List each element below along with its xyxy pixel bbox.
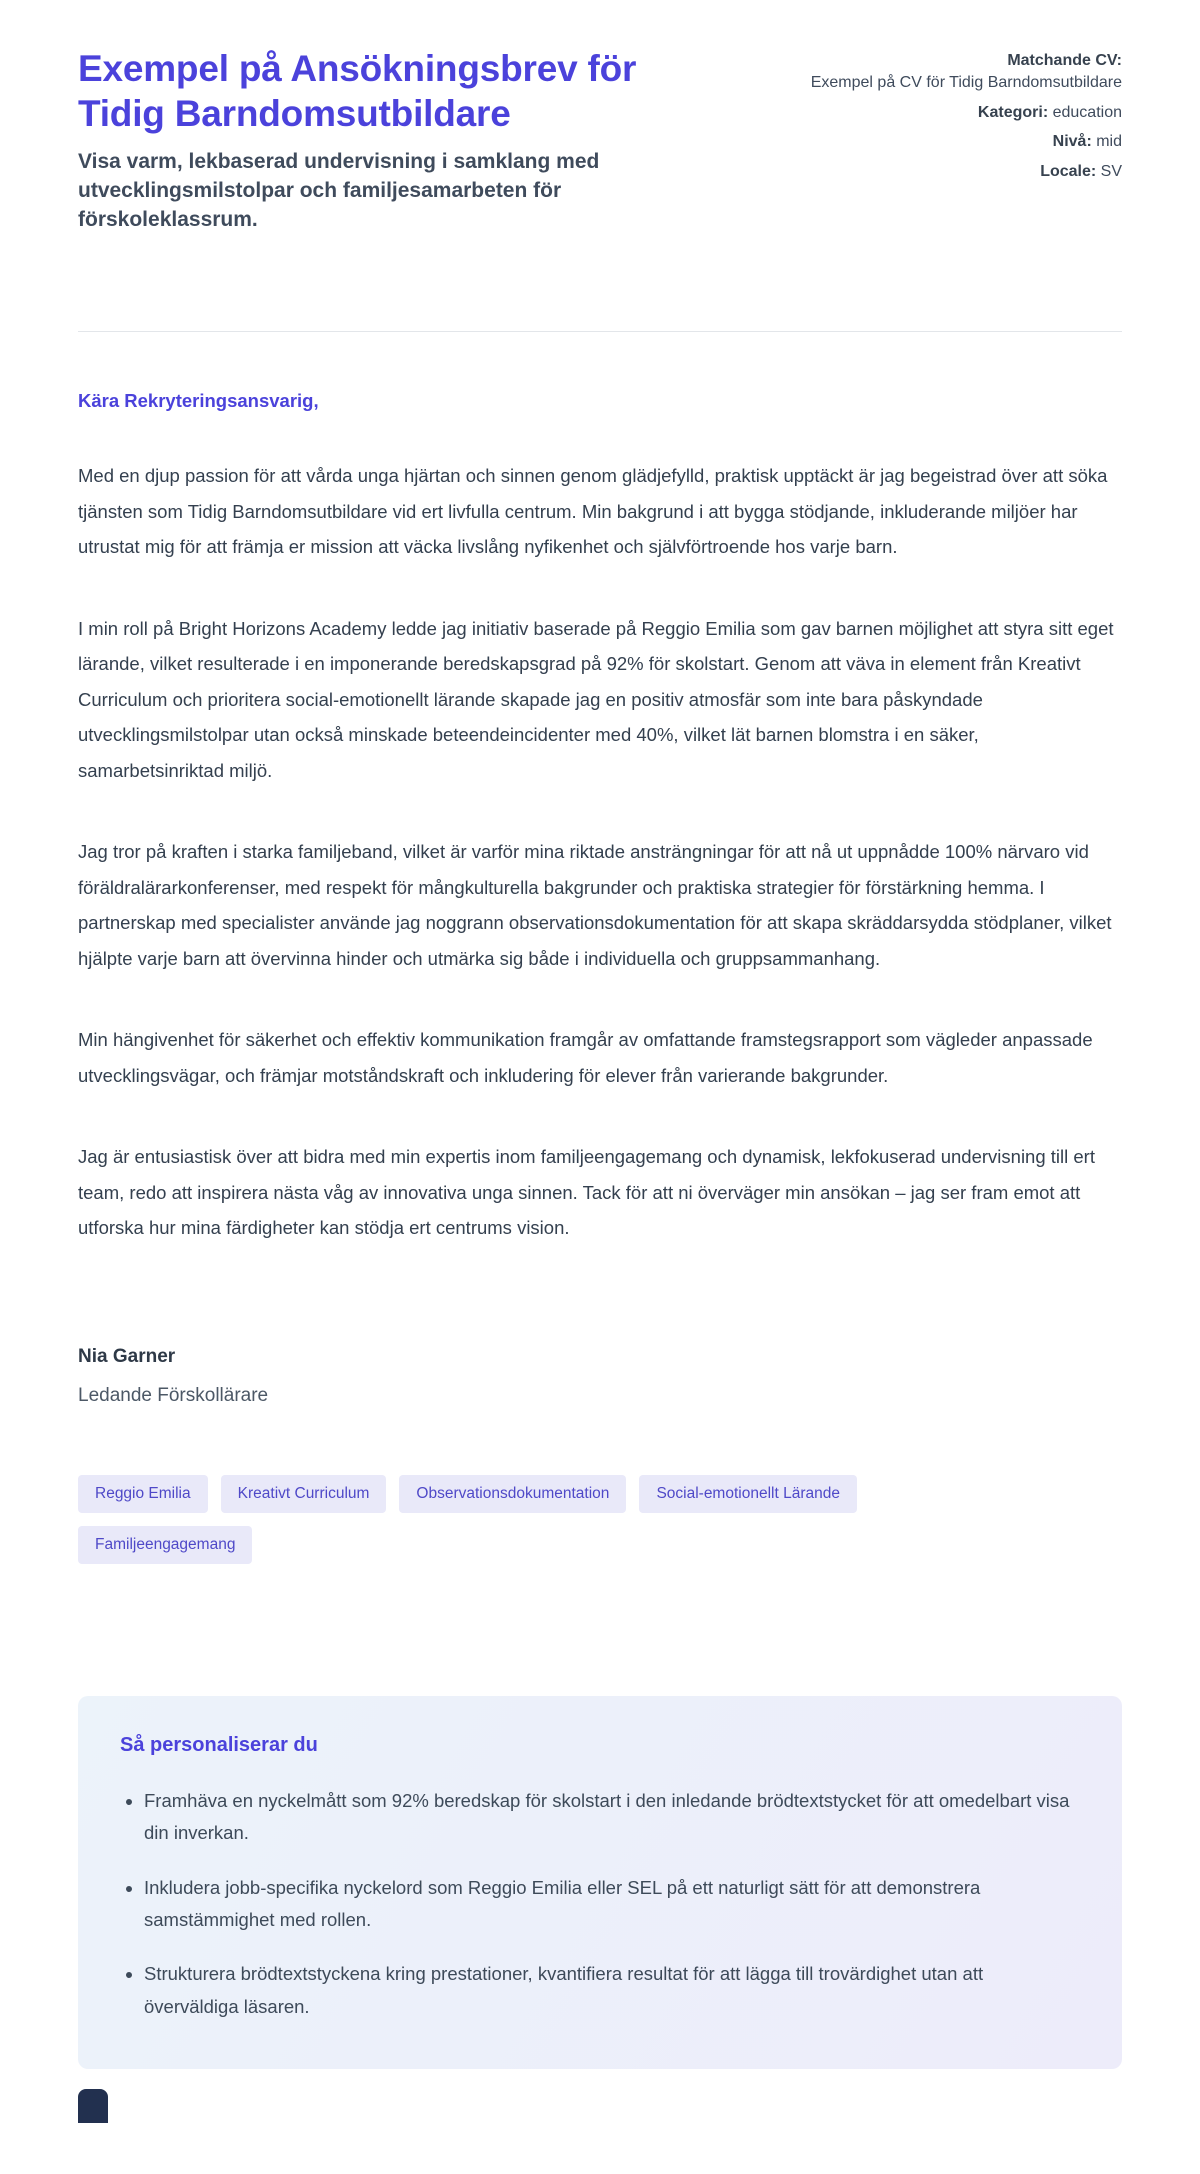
level-value: mid xyxy=(1096,133,1122,151)
letter-paragraph-3: Jag tror på kraften i starka familjeband, vilket är varför mina riktade ansträngningar för att nå ut uppnådde 100% närvaro vid föräldralärarkonferenser, med respekt för mångkulturella bakgrunder och praktiska strategier för förstärkning hemma. I partnerskap med specialister använde jag noggrann observationsdokumentation för att skapa skräddarsydda stödplaner, vilket hjälpte varje barn att övervinna hinder och utmärka sig både i individuella och gruppsammanhang. xyxy=(78,841,1112,969)
personalize-bullet-3: • Strukturera brödtextstyckena kring prestationer, kvantifiera resultat för att lägga till trovärdighet utan att överväldiga läsaren. xyxy=(144,1958,1080,2023)
letter-paragraph-4: Min hängivenhet för säkerhet och effektiv kommunikation framgår av omfattande framstegsrapport som vägleder anpassade utvecklingsvägar, och främjar motståndskraft och inkludering för elever från varierande bakgrunder. xyxy=(78,1029,1093,1086)
matching-cv-label: Matchande CV: xyxy=(1007,52,1122,69)
category-label: Kategori: xyxy=(977,103,1049,121)
header xyxy=(78,46,1122,235)
greeting: Kära Rekryteringsansvarig, xyxy=(78,390,319,412)
meta-level xyxy=(802,131,1122,153)
meta-category xyxy=(802,102,1122,124)
cover-letter-page xyxy=(78,0,1122,2174)
locale-value: SV xyxy=(1100,162,1122,180)
letter-paragraph-1: Med en djup passion för att vårda unga hjärtan och sinnen genom glädjefylld, praktisk upptäckt är jag begeistrad över att söka tjänsten som Tidig Barndomsutbildare vid ert livfulla centrum. Min bakgrund i att bygga stödjande, inkluderande miljöer har utrustat mig för att främja er mission att väcka livslång nyfikenhet och självförtroende hos varje barn. xyxy=(78,465,1108,558)
personalize-bullet-2: • Inkludera jobb-specifika nyckelord som Reggio Emilia eller SEL på ett naturligt sätt för att demonstrera samstämmighet med rollen. xyxy=(144,1872,1080,1937)
category-value: education xyxy=(1052,103,1122,121)
locale-label: Locale: xyxy=(1040,162,1097,180)
letter-paragraph-5: Jag är entusiastisk över att bidra med min expertis inom familjeengagemang och dynamisk, lekfokuserad undervisning till ert team, redo att inspirera nästa våg av innovativa unga sinnen. Tack för att ni överväger min ansökan – jag ser fram emot att utforska hur mina färdigheter kan stödja ert centrums vision. xyxy=(78,1146,1095,1239)
letter-body xyxy=(78,390,1122,1407)
matching-cv-link[interactable]: Exempel på CV för Tidig Barndomsutbildare xyxy=(810,74,1122,92)
meta-matching-cv xyxy=(802,50,1122,95)
personalize-title: Så personaliserar du xyxy=(120,1733,318,1756)
page-subtitle: Visa varm, lekbaserad undervisning i samklang med utvecklingsmilstolpar och familjesamarbeten för förskoleklassrum. xyxy=(78,150,600,232)
divider xyxy=(78,331,1122,332)
signature-title: Ledande Förskollärare xyxy=(78,1384,269,1406)
level-label: Nivå: xyxy=(1052,133,1092,151)
header-title-block xyxy=(78,46,723,235)
meta-panel xyxy=(802,46,1122,190)
footer-section-partial xyxy=(78,2089,108,2123)
signature-name: Nia Garner xyxy=(78,1345,176,1367)
tag-kreativt-curriculum: Kreativt Curriculum xyxy=(221,1475,387,1513)
personalize-bullet-list xyxy=(120,1785,1080,2023)
tag-observationsdokumentation: Observationsdokumentation xyxy=(399,1475,626,1513)
page-title: Exempel på Ansökningsbrev för Tidig Barndomsutbildare xyxy=(78,48,637,135)
tag-reggio-emilia: Reggio Emilia xyxy=(78,1475,208,1513)
letter-paragraph-2: I min roll på Bright Horizons Academy ledde jag initiativ baserade på Reggio Emilia som gav barnen möjlighet att styra sitt eget lärande, vilket resulterade i en imponerande beredskapsgrad på 92% för skolstart. Genom att väva in element från Kreativt Curriculum och prioritera social-emotionellt lärande skapade jag en positiv atmosfär som inte bara påskyndade utvecklingsmilstolpar utan också minskade beteendeincidenter med 40%, vilket lät barnen blomstra i en säker, samarbetsinriktad miljö. xyxy=(78,617,1114,781)
personalize-bullet-1: • Framhäva en nyckelmått som 92% beredskap för skolstart i den inledande brödtextstycket för att omedelbart visa din inverkan. xyxy=(144,1785,1080,1850)
tag-familjeengagemang: Familjeengagemang xyxy=(78,1526,252,1564)
personalize-box xyxy=(78,1696,1122,2069)
tag-list xyxy=(78,1475,898,1564)
tag-social-emotionellt-larande: Social-emotionellt Lärande xyxy=(639,1475,857,1513)
meta-locale xyxy=(802,161,1122,183)
